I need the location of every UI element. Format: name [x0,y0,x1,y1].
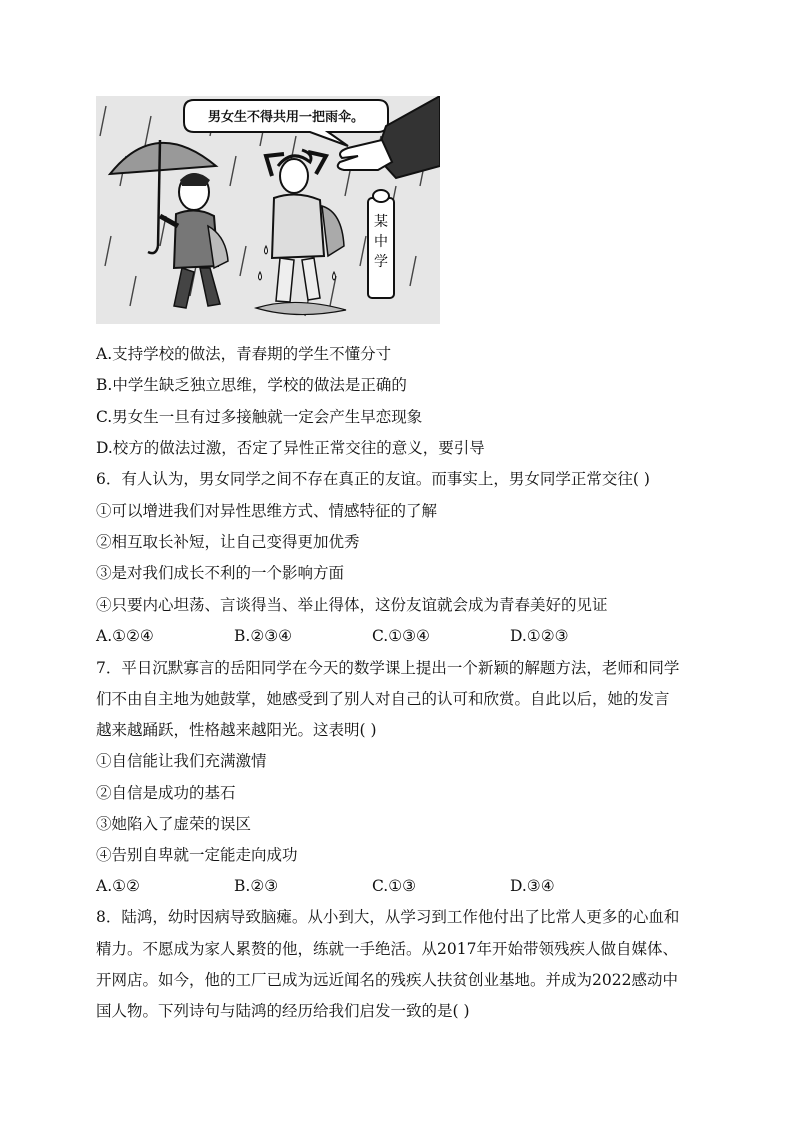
q7-stem-line-3: 越来越踊跃，性格越来越阳光。这表明( ) [96,721,377,739]
q7-item-2: ②自信是成功的基石 [96,784,236,802]
q7-item-1: ①自信能让我们充满激情 [96,752,267,770]
q6-item-4: ④只要内心坦荡、言谈得当、举止得体，这份友谊就会成为青春美好的见证 [96,596,608,614]
wet-student [256,150,346,315]
q5-option-a: A.支持学校的做法，青春期的学生不懂分寸 [96,345,392,363]
q8-stem-line-4: 国人物。下列诗句与陆鸿的经历给我们启发一致的是( ) [96,1002,470,1020]
q7-choice-b: B.②③ [234,877,279,895]
school-sign [368,190,394,298]
student-with-umbrella [160,173,228,308]
q7-item-4: ④告别自卑就一定能走向成功 [96,846,298,864]
q6-item-3: ③是对我们成长不利的一个影响方面 [96,564,345,582]
q5-option-d: D.校方的做法过激，否定了异性正常交往的意义，要引导 [96,439,485,457]
q7-stem-line-2: 们不由自主地为她鼓掌，她感受到了别人对自己的认可和欣赏。自此以后，她的发言 [96,690,670,708]
q7-choice-a: A.①② [96,877,140,895]
speech-text: 男女生不得共用一把雨伞。 [207,110,365,125]
speech-bubble [184,100,388,146]
q6-item-2: ②相互取长补短，让自己变得更加优秀 [96,533,360,551]
q6-stem: 6．有人认为，男女同学之间不存在真正的友谊。而事实上，男女同学正常交往( ) [96,470,650,488]
q8-stem-line-3: 开网店。如今，他的工厂已成为远近闻名的残疾人扶贫创业基地。并成为2022感动中 [96,971,678,989]
q8-stem-line-1: 8．陆鸿，幼时因病导致脑瘫。从小到大，从学习到工作他付出了比常人更多的心血和 [96,908,680,926]
q7-item-3: ③她陷入了虚荣的误区 [96,815,252,833]
q7-choice-d: D.③④ [510,877,555,895]
q5-option-c: C.男女生一旦有过多接触就一定会产生早恋现象 [96,408,423,426]
q6-item-1: ①可以增进我们对异性思维方式、情感特征的了解 [96,502,438,520]
q7-stem-line-1: 7．平日沉默寡言的岳阳同学在今天的数学课上提出一个新颖的解题方法，老师和同学 [96,659,680,677]
q6-choice-a: A.①②④ [96,627,154,645]
sign-char-2: 中 [374,234,388,250]
q8-stem-line-2: 精力。不愿成为家人累赘的他，练就一手绝活。从2017年开始带领残疾人做自媒体、 [96,940,678,958]
q6-choice-b: B.②③④ [234,627,293,645]
q5-option-b: B.中学生缺乏独立思维，学校的做法是正确的 [96,376,407,394]
q6-choice-c: C.①③④ [372,627,430,645]
q7-choice-c: C.①③ [372,877,417,895]
sign-char-1: 某 [374,214,388,230]
rain-cartoon [96,96,440,324]
sign-char-3: 学 [374,254,388,270]
cartoon-illustration [96,96,440,324]
q6-choice-d: D.①②③ [510,627,569,645]
